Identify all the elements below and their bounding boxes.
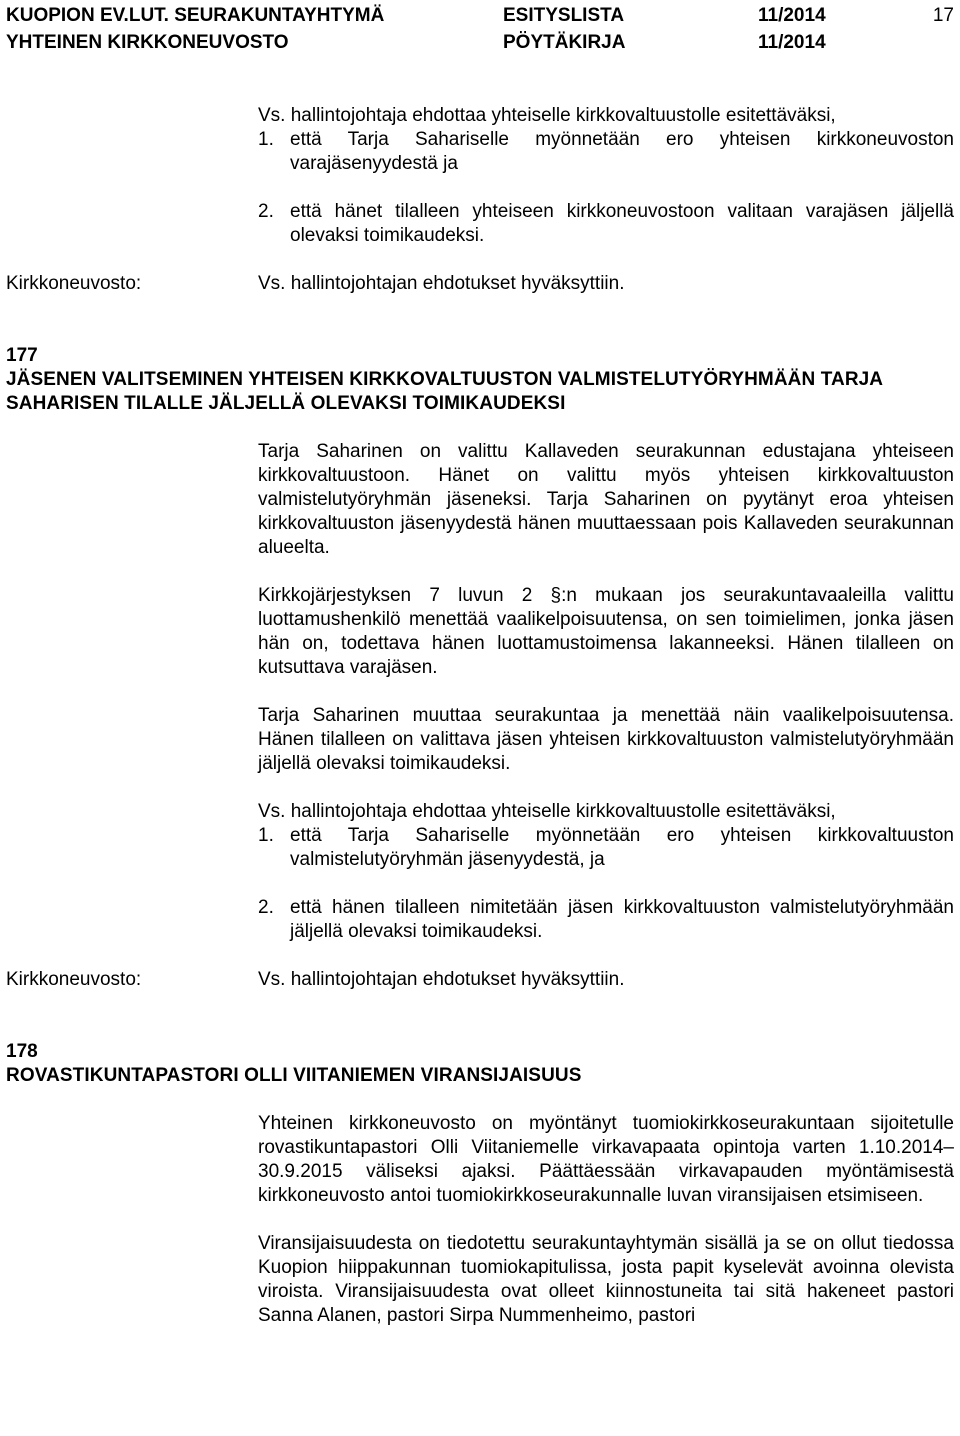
decision-label: Kirkkoneuvosto:	[6, 273, 142, 294]
list-item	[258, 824, 954, 872]
paragraph: Tarja Saharinen on valittu Kallaveden seurakunnan edustajana yhteiseen kirkkovaltuustoon. Hänet on valittu myös yhteisen kirkkovaltuuston valmistelutyöryhmän jäseneksi. Tarja Saharinen on pyytänyt eroa yhteisen kirkkovaltuuston jäsenyydestä hänen muuttaessaan pois Kallaveden seurakunnan alueelta.	[258, 441, 954, 558]
section-178-content	[258, 1112, 954, 1328]
proposal-text: Vs. hallintojohtaja ehdottaa yhteiselle kirkkovaltuustolle esitettäväksi,	[258, 105, 836, 126]
list-number: 1.	[258, 129, 274, 150]
header-body: YHTEINEN KIRKKONEUVOSTO	[6, 32, 289, 53]
paragraph: Yhteinen kirkkoneuvosto on myöntänyt tuomiokirkkoseurakuntaan sijoitetulle rovastikuntapastori Olli Viitaniemelle virkavapaata opintoja varten 1.10.2014–30.9.2015 väliseksi ajaksi. Päättäessään virkavapauden myöntämisestä kirkkoneuvosto antoi tuomiokirkkoseurakunnalle luvan viransijaisen etsimiseen.	[258, 1113, 954, 1206]
proposal-list	[258, 824, 954, 944]
page-number: 17	[932, 5, 954, 26]
header-org: KUOPION EV.LUT. SEURAKUNTAYHTYMÄ	[6, 5, 385, 26]
list-text: että Tarja Sahariselle myönnetään ero yhteisen kirkkovaltuuston valmistelutyöryhmän jäsenyydestä, ja	[290, 825, 954, 870]
document-body	[6, 104, 954, 1328]
decision-row	[6, 968, 954, 992]
proposal-text: Vs. hallintojohtaja ehdottaa yhteiselle kirkkovaltuustolle esitettäväksi,	[258, 801, 836, 822]
proposal-list	[258, 128, 954, 248]
header-doc-type: ESITYSLISTA	[503, 5, 625, 26]
paragraph: Viransijaisuudesta on tiedotettu seurakuntayhtymän sisällä ja se on ollut tiedossa Kuopion hiippakunnan tuomiokapitulissa, josta papit kyselevät avoinna olevista viroista. Viransijaisuudesta ovat olleet kiinnostuneita tai sitä hakeneet pastori Sanna Alanen, pastori Sirpa Nummenheimo, pastori	[258, 1233, 954, 1326]
header-row-2	[6, 29, 954, 56]
header-number-2: 11/2014	[758, 32, 826, 53]
list-text: että hänen tilalleen nimitetään jäsen kirkkovaltuuston valmistelutyöryhmään jäljellä olevaksi toimikaudeksi.	[290, 897, 954, 942]
section-number: 178	[6, 1041, 38, 1062]
page-header	[6, 2, 954, 56]
header-doc-type-2: PÖYTÄKIRJA	[503, 32, 626, 53]
header-row-1	[6, 2, 954, 29]
list-number: 2.	[258, 897, 274, 918]
section-title: ROVASTIKUNTAPASTORI OLLI VIITANIEMEN VIRANSIJAISUUS	[6, 1065, 582, 1086]
list-item	[258, 128, 954, 176]
header-number: 11/2014	[758, 5, 826, 26]
decision-text: Vs. hallintojohtajan ehdotukset hyväksyttiin.	[258, 273, 625, 294]
list-number: 2.	[258, 201, 274, 222]
list-text: että Tarja Sahariselle myönnetään ero yhteisen kirkkoneuvoston varajäsenyydestä ja	[290, 129, 954, 174]
paragraph: Tarja Saharinen muuttaa seurakuntaa ja menettää näin vaalikelpoisuutensa. Hänen tilalleen on valittava jäsen yhteisen kirkkovaltuuston valmistelutyöryhmään jäljellä olevaksi toimikaudeksi.	[258, 705, 954, 774]
decision-label: Kirkkoneuvosto:	[6, 969, 142, 990]
section-number: 177	[6, 345, 38, 366]
paragraph: Kirkkojärjestyksen 7 luvun 2 §:n mukaan jos seurakuntavaaleilla valittu luottamushenkilö menettää vaalikelpoisuutensa, on sen toimielimen, jonka jäsen hän on, todettava hänen luottamustoimensa lakanneeksi. Hänen tilalleen on kutsuttava varajäsen.	[258, 585, 954, 678]
section-177-content	[258, 440, 954, 944]
decision-row	[6, 272, 954, 296]
list-item	[258, 200, 954, 248]
list-text: että hänet tilalleen yhteiseen kirkkoneuvostoon valitaan varajäsen jäljellä olevaksi toimikaudeksi.	[290, 201, 954, 246]
list-item	[258, 896, 954, 944]
section-title: JÄSENEN VALITSEMINEN YHTEISEN KIRKKOVALTUUSTON VALMISTELUTYÖRYHMÄÄN TARJA SAHARISEN TILALLE JÄLJELLÄ OLEVAKSI TOIMIKAUDEKSI	[6, 369, 883, 414]
decision-text: Vs. hallintojohtajan ehdotukset hyväksyttiin.	[258, 969, 625, 990]
top-proposal-block	[258, 104, 954, 248]
list-number: 1.	[258, 825, 274, 846]
